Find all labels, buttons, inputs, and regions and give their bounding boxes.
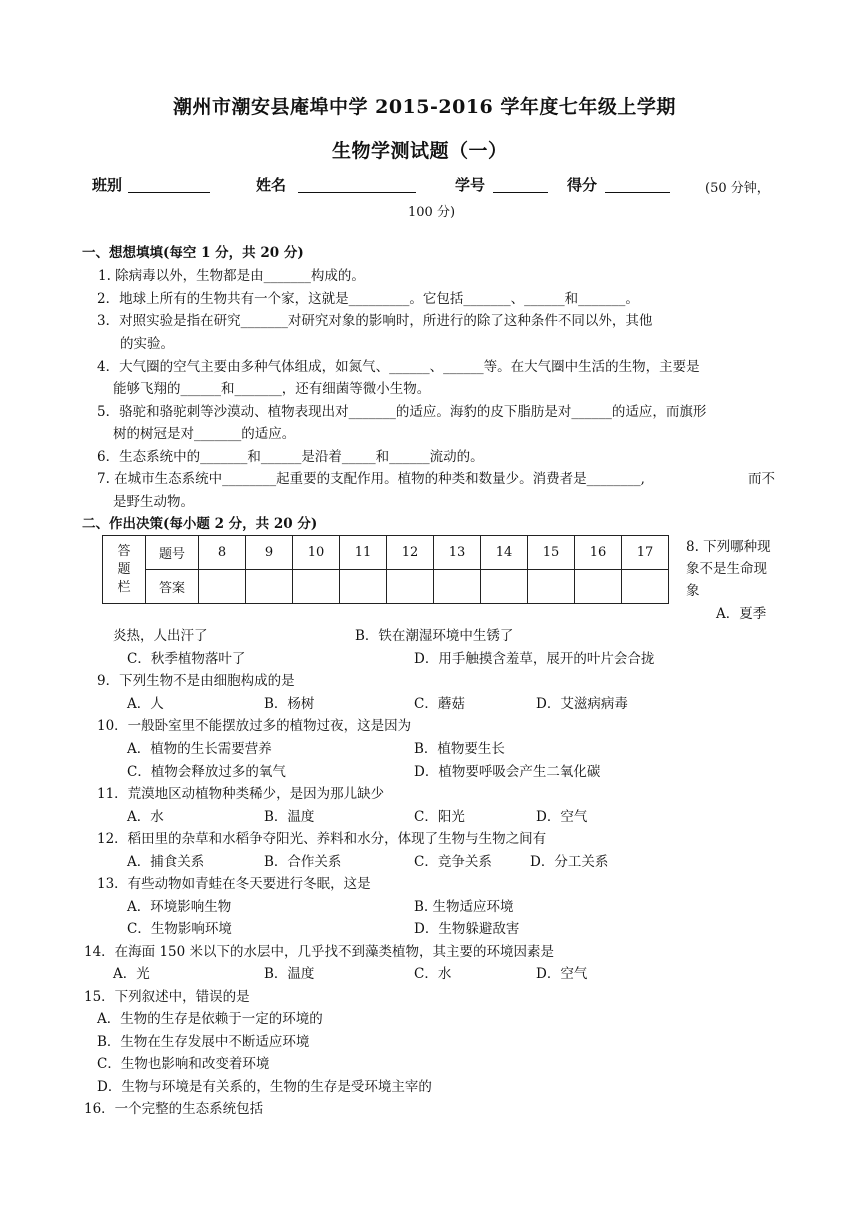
- answer-table-side-label: 答 题 栏: [103, 536, 146, 604]
- q11-option-a: A．水: [127, 809, 164, 825]
- q15-option-a: A．生物的生存是依赖于一定的环境的: [97, 1011, 323, 1027]
- answer-cell[interactable]: [387, 570, 434, 604]
- q14-option-c: C．水: [414, 966, 452, 982]
- question-number-cell: 13: [434, 536, 481, 570]
- q8-option-b: B．铁在潮湿环境中生锈了: [355, 628, 514, 644]
- class-label: 班别: [92, 176, 123, 194]
- q12-option-a: A．捕食关系: [127, 854, 205, 870]
- q9-option-d: D．艾滋病病毒: [536, 696, 628, 712]
- q10-option-a: A．植物的生长需要营养: [127, 741, 272, 757]
- score-label: 得分: [567, 176, 598, 194]
- fill-question-5: 5．骆驼和骆驼刺等沙漠动、植物表现出对_______的适应。海豹的皮下脂肪是对______的适应，而旗形: [97, 404, 707, 420]
- fill-question-4-cont: 能够飞翔的______和_______，还有细菌等微小生物。: [113, 381, 431, 397]
- q12-option-d: D．分工关系: [530, 854, 609, 870]
- q8-stem-3: 象: [686, 583, 700, 599]
- q8-stem-2: 象不是生命现: [686, 561, 767, 577]
- fill-question-7-cont: 是野生动物。: [113, 494, 194, 510]
- section2-heading: 二、作出决策(每小题 2 分，共 20 分): [82, 516, 318, 532]
- q15-option-c: C．生物也影响和改变着环境: [97, 1056, 270, 1072]
- q15-option-b: B．生物在生存发展中不断适应环境: [97, 1034, 310, 1050]
- fill-question-6: 6．生态系统中的_______和______是沿着_____和______流动的。: [97, 449, 484, 465]
- q12-option-c: C．竞争关系: [414, 854, 492, 870]
- fill-question-7-tail: 而不: [748, 471, 775, 487]
- q9-stem: 9．下列生物不是由细胞构成的是: [97, 673, 295, 689]
- q12-stem: 12．稻田里的杂草和水稻争夺阳光、养料和水分，体现了生物与生物之间有: [97, 831, 547, 847]
- answer-cell[interactable]: [622, 570, 669, 604]
- question-number-cell: 8: [199, 536, 246, 570]
- total-score-note: 100 分): [408, 205, 456, 220]
- q13-stem: 13．有些动物如青蛙在冬天要进行冬眠，这是: [97, 876, 371, 892]
- answer-cell[interactable]: [434, 570, 481, 604]
- question-number-cell: 10: [293, 536, 340, 570]
- q8-option-c: C．秋季植物落叶了: [127, 651, 246, 667]
- fill-question-1: 1. 除病毒以外，生物都是由_______构成的。: [98, 268, 365, 284]
- q14-option-a: A．光: [113, 966, 150, 982]
- q8-option-a-prefix: A．夏季: [716, 606, 767, 622]
- question-number-cell: 14: [481, 536, 528, 570]
- q14-option-b: B．温度: [264, 966, 315, 982]
- q11-option-b: B．温度: [264, 809, 315, 825]
- score-blank[interactable]: [605, 192, 670, 193]
- student-id-blank[interactable]: [493, 192, 548, 193]
- name-blank[interactable]: [298, 192, 416, 193]
- answer-cell[interactable]: [246, 570, 293, 604]
- q15-stem: 15．下列叙述中，错误的是: [84, 989, 250, 1005]
- q11-option-d: D．空气: [536, 809, 588, 825]
- q9-option-c: C．蘑菇: [414, 696, 465, 712]
- student-id-label: 学号: [455, 176, 486, 194]
- answer-cell[interactable]: [340, 570, 387, 604]
- q9-option-b: B．杨树: [264, 696, 315, 712]
- fill-question-4: 4．大气圈的空气主要由多种气体组成，如氮气、______、______等。在大气圈中生活的生物，主要是: [97, 359, 700, 375]
- q12-option-b: B．合作关系: [264, 854, 342, 870]
- answer-table: [102, 535, 669, 604]
- answer-cell[interactable]: [528, 570, 575, 604]
- question-number-cell: 15: [528, 536, 575, 570]
- q13-option-d: D．生物躲避敌害: [414, 921, 520, 937]
- question-number-cell: 12: [387, 536, 434, 570]
- answer-cell[interactable]: [481, 570, 528, 604]
- q15-option-d: D．生物与环境是有关系的，生物的生存是受环境主宰的: [97, 1079, 432, 1095]
- answer-row-header: 答案: [146, 570, 199, 604]
- exam-title-line2: 生物学测试题（一）: [332, 140, 508, 162]
- answer-cell[interactable]: [199, 570, 246, 604]
- q8-option-a-rest: 炎热，人出汗了: [113, 628, 208, 644]
- question-number-cell: 11: [340, 536, 387, 570]
- q13-option-a: A．环境影响生物: [127, 899, 232, 915]
- fill-question-7: 7. 在城市生态系统中________起重要的支配作用。植物的种类和数量少。消费者是________,: [97, 471, 645, 487]
- q13-option-b: B. 生物适应环境: [414, 899, 514, 915]
- answer-cell[interactable]: [575, 570, 622, 604]
- q14-stem: 14．在海面 150 米以下的水层中，几乎找不到藻类植物，其主要的环境因素是: [84, 944, 555, 960]
- q8-stem-1: 8. 下列哪种现: [686, 539, 771, 555]
- q10-stem: 10．一般卧室里不能摆放过多的植物过夜，这是因为: [97, 718, 412, 734]
- fill-question-3: 3．对照实验是指在研究_______对研究对象的影响时，所进行的除了这种条件不同以外，其他: [97, 313, 653, 329]
- q9-option-a: A．人: [127, 696, 164, 712]
- q10-option-b: B．植物要生长: [414, 741, 505, 757]
- q16-stem: 16．一个完整的生态系统包括: [84, 1101, 264, 1117]
- question-number-header: 题号: [146, 536, 199, 570]
- section1-heading: 一、想想填填(每空 1 分，共 20 分): [82, 245, 304, 261]
- q10-option-d: D．植物要呼吸会产生二氧化碳: [414, 764, 601, 780]
- time-note: (50 分钟，: [705, 181, 770, 196]
- q11-stem: 11．荒漠地区动植物种类稀少，是因为那儿缺少: [97, 786, 385, 802]
- fill-question-5-cont: 树的树冠是对_______的适应。: [113, 426, 296, 442]
- q11-option-c: C．阳光: [414, 809, 465, 825]
- name-label: 姓名: [256, 176, 287, 194]
- q10-option-c: C．植物会释放过多的氧气: [127, 764, 286, 780]
- answer-cell[interactable]: [293, 570, 340, 604]
- q8-option-d: D．用手触摸含羞草，展开的叶片会合拢: [414, 651, 655, 667]
- fill-question-2: 2．地球上所有的生物共有一个家，这就是_________。它包括_______、______和_______。: [97, 291, 639, 307]
- q13-option-c: C．生物影响环境: [127, 921, 232, 937]
- class-blank[interactable]: [128, 192, 210, 193]
- q14-option-d: D．空气: [536, 966, 588, 982]
- question-number-cell: 17: [622, 536, 669, 570]
- fill-question-3-cont: 的实验。: [120, 336, 174, 352]
- question-number-cell: 16: [575, 536, 622, 570]
- exam-title-line1: 潮州市潮安县庵埠中学 2015-2016 学年度七年级上学期: [173, 96, 676, 118]
- question-number-cell: 9: [246, 536, 293, 570]
